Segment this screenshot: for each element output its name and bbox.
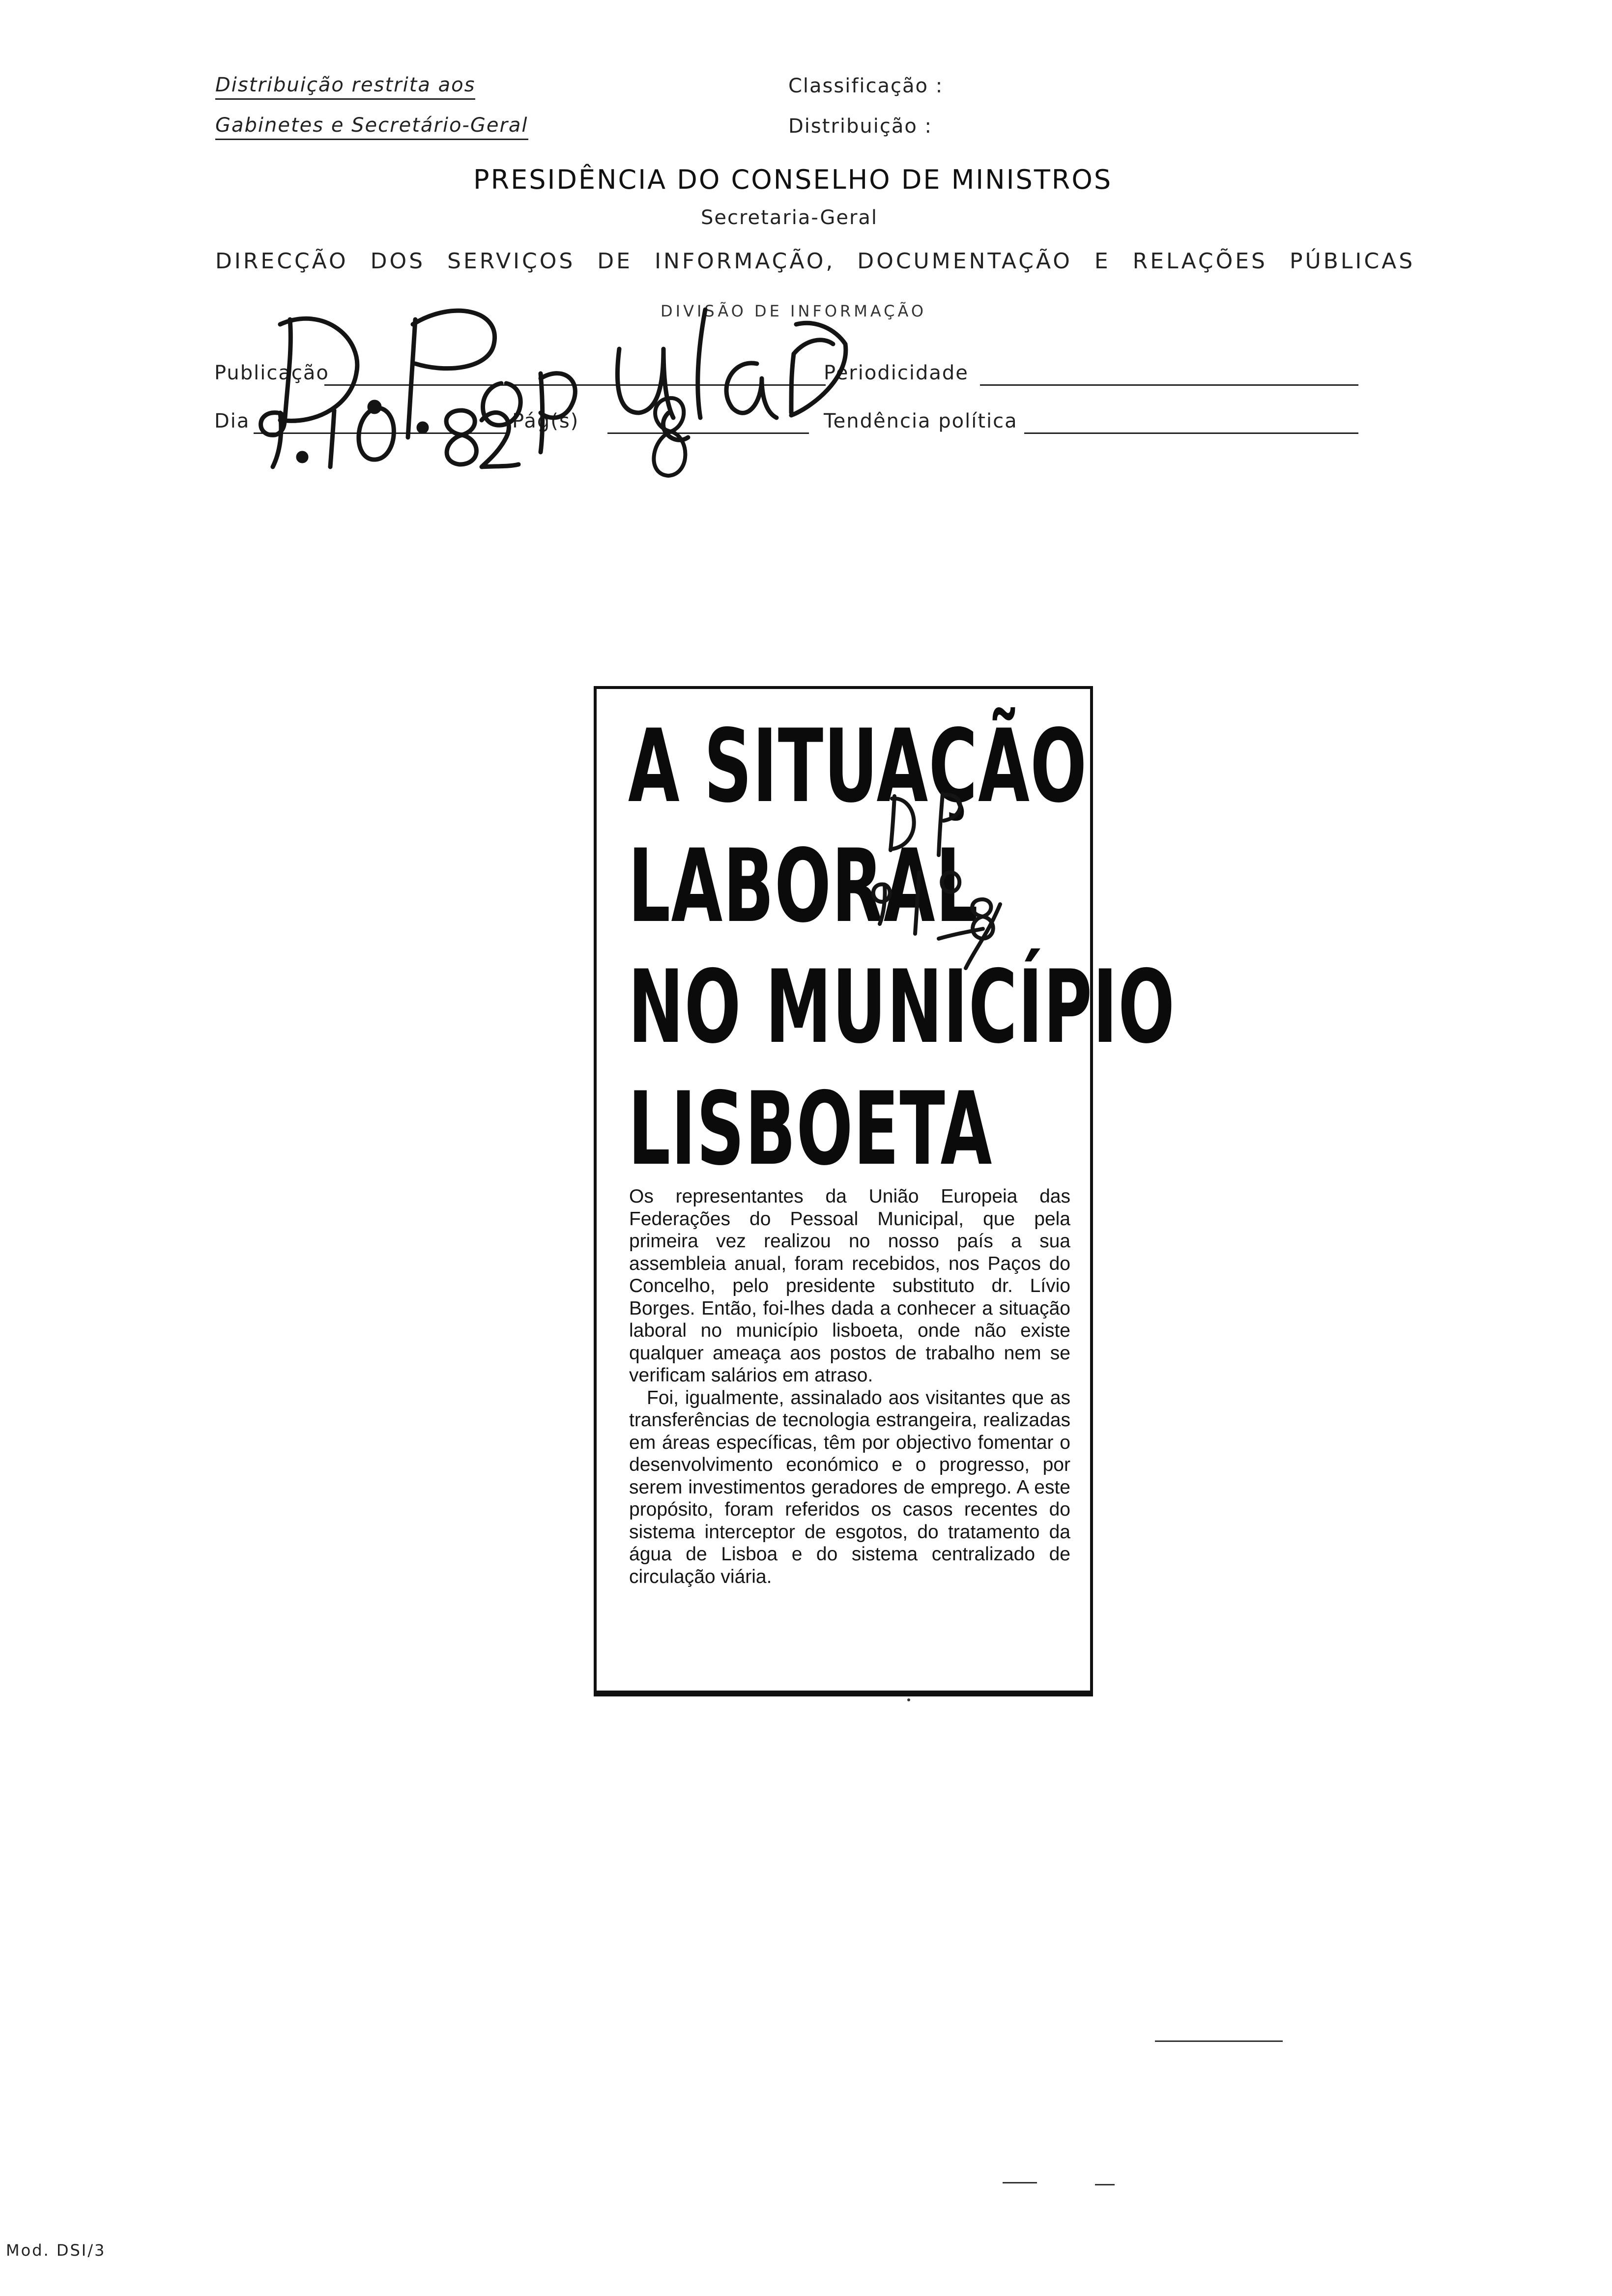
political-tendency-line [1024,432,1358,434]
article-body [629,1185,1070,1588]
distribution-restricted-line1: Distribuição restrita aos [215,74,475,100]
distribution-restricted-line2: Gabinetes e Secretário-Geral [215,114,528,140]
department-name: DIRECÇÃO DOS SERVIÇOS DE INFORMAÇÃO, DOCUMENTAÇÃO E RELAÇÕES PÚBLICAS [215,249,1415,274]
day-label: Dia [214,410,250,432]
article-paragraph-2: Foi, igualmente, assinalado aos visitantes que as transferências de tecnologia estrangeira, realizadas em áreas específicas, têm por objectivo fomentar o desenvolvimento económico e o progresso, por serem investimentos geradores de emprego. A este propósito, foram referidos os casos recentes do sistema interceptor de esgotos, do tratamento da água de Lisboa e do sistema centralizado de circulação viária. [629,1387,1070,1587]
headline-line-1: A SITUAÇÃO [628,708,1088,825]
handwritten-page-number [644,393,698,482]
headline-line-3: NO MUNICÍPIO [628,949,1176,1066]
organization-subtitle: Secretaria-Geral [701,206,878,229]
scan-speck [907,1698,910,1701]
classification-label: Classificação : [788,75,944,97]
article-paragraph-1: Os representantes da União Europeia das Federações do Pessoal Municipal, que pela primeira vez realizou no nosso país a sua assembleia anual, foram recebidos, nos Paços do Concelho, pelo presidente substituto dr. Lívio Borges. Então, foi-lhes dada a conhecer a situação laboral no município lisboeta, onde não existe qualquer ameaça aos postos de trabalho nem se verificam salários em atraso. [629,1186,1070,1386]
organization-title: PRESIDÊNCIA DO CONSELHO DE MINISTROS [473,164,1113,195]
political-tendency-label: Tendência política [824,410,1018,432]
pages-label: Pág(s) [512,410,579,432]
headline-line-4: LISBOETA [628,1071,993,1188]
stray-mark-dash-2 [1095,2184,1115,2185]
stray-mark-line [1155,2040,1283,2042]
handwritten-date [246,398,521,472]
publication-label: Publicação [214,362,329,384]
headline-line-2: LABORAL [628,828,979,945]
distribution-label: Distribuição : [788,115,933,138]
form-code: Mod. DSI/3 [6,2241,106,2260]
handwritten-clipping-annotation [865,786,1032,973]
periodicity-line [980,384,1358,386]
division-name: DIVISÃO DE INFORMAÇÃO [661,302,927,320]
periodicity-label: Periodicidade [824,362,969,384]
stray-mark-dash [1003,2182,1037,2183]
